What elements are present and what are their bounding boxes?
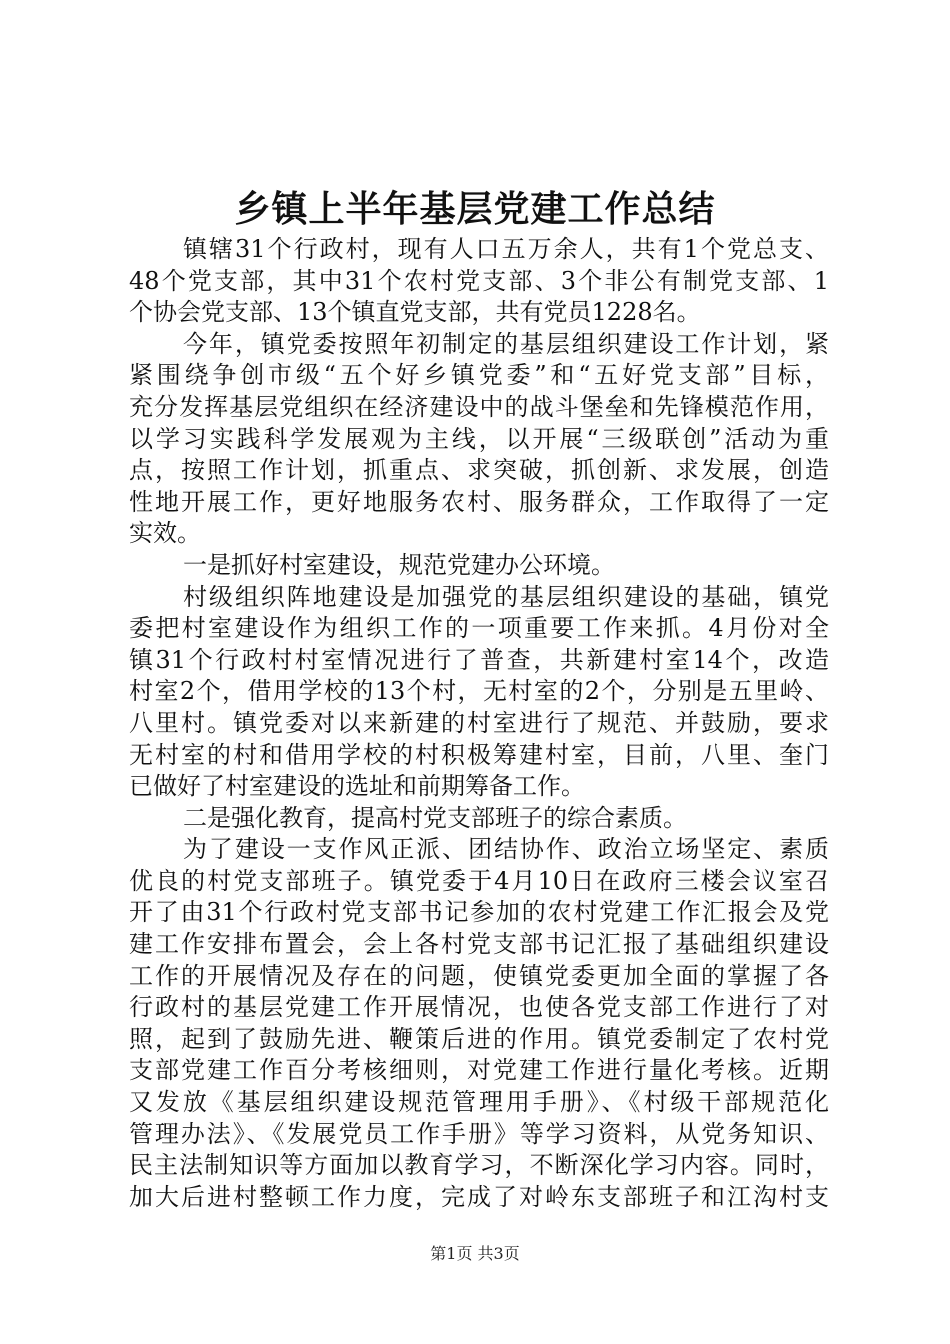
body-text-line: 照，起到了鼓励先进、鞭策后进的作用。镇党委制定了农村党 bbox=[129, 1024, 829, 1053]
document-body bbox=[129, 234, 829, 1213]
body-text-line: 已做好了村室建设的选址和前期筹备工作。 bbox=[129, 772, 585, 801]
body-text-line: 镇辖31个行政村，现有人口五万余人，共有1个党总支、 bbox=[183, 235, 829, 263]
body-text-line: 无村室的村和借用学校的村积极筹建村室，目前，八里、奎门 bbox=[129, 740, 829, 769]
body-text-line: 开了由31个行政村党支部书记参加的农村党建工作汇报会及党 bbox=[129, 898, 829, 927]
body-text-line: 个协会党支部、13个镇直党支部，共有党员1228名。 bbox=[129, 298, 701, 327]
body-text-line: 一是抓好村室建设，规范党建办公环境。 bbox=[183, 550, 615, 579]
body-text-line: 优良的村党支部班子。镇党委于4月10日在政府三楼会议室召 bbox=[129, 866, 829, 895]
body-text-line: 点，按照工作计划，抓重点、求突破，抓创新、求发展，创造 bbox=[129, 456, 829, 485]
body-text-line: 支部党建工作百分考核细则，对党建工作进行量化考核。近期 bbox=[129, 1056, 829, 1085]
body-text-line: 村级组织阵地建设是加强党的基层组织建设的基础，镇党 bbox=[183, 582, 829, 611]
page-footer: 第1页 共3页 bbox=[430, 1244, 520, 1263]
body-text-line: 工作的开展情况及存在的问题，使镇党委更加全面的掌握了各 bbox=[129, 961, 829, 990]
body-text-line: 村室2个，借用学校的13个村，无村室的2个，分别是五里岭、 bbox=[129, 677, 829, 706]
body-text-line: 建工作安排布置会，会上各村党支部书记汇报了基础组织建设 bbox=[129, 930, 829, 959]
body-text-line: 充分发挥基层党组织在经济建设中的战斗堡垒和先锋模范作用， bbox=[129, 392, 829, 421]
body-text-line: 以学习实践科学发展观为主线，以开展“三级联创”活动为重 bbox=[129, 424, 829, 453]
body-text-line: 八里村。镇党委对以来新建的村室进行了规范、并鼓励，要求 bbox=[129, 708, 829, 737]
body-text-line: 二是强化教育，提高村党支部班子的综合素质。 bbox=[183, 803, 687, 832]
body-text-line: 今年，镇党委按照年初制定的基层组织建设工作计划，紧 bbox=[183, 329, 829, 358]
body-text-line: 实效。 bbox=[129, 519, 201, 548]
body-text-line: 行政村的基层党建工作开展情况，也使各党支部工作进行了对 bbox=[129, 993, 829, 1022]
body-text-line: 又发放《基层组织建设规范管理用手册》、《村级干部规范化 bbox=[129, 1088, 829, 1117]
body-text-line: 为了建设一支作风正派、团结协作、政治立场坚定、素质 bbox=[183, 835, 829, 864]
body-text-line: 48个党支部，其中31个农村党支部、3个非公有制党支部、1 bbox=[129, 266, 829, 295]
body-text-line: 紧围绕争创市级“五个好乡镇党委”和“五好党支部”目标， bbox=[129, 361, 829, 390]
body-text-line: 镇31个行政村村室情况进行了普查，共新建村室14个，改造 bbox=[129, 645, 829, 674]
body-text-line: 民主法制知识等方面加以教育学习，不断深化学习内容。同时， bbox=[129, 1151, 829, 1180]
body-text-line: 加大后进村整顿工作力度，完成了对岭东支部班子和江沟村支 bbox=[129, 1182, 829, 1211]
body-text-line: 委把村室建设作为组织工作的一项重要工作来抓。4月份对全 bbox=[129, 614, 829, 643]
body-text-line: 性地开展工作，更好地服务农村、服务群众，工作取得了一定 bbox=[129, 487, 829, 516]
document-title: 乡镇上半年基层党建工作总结 bbox=[234, 188, 716, 230]
body-text-line: 管理办法》、《发展党员工作手册》等学习资料，从党务知识、 bbox=[129, 1119, 829, 1148]
